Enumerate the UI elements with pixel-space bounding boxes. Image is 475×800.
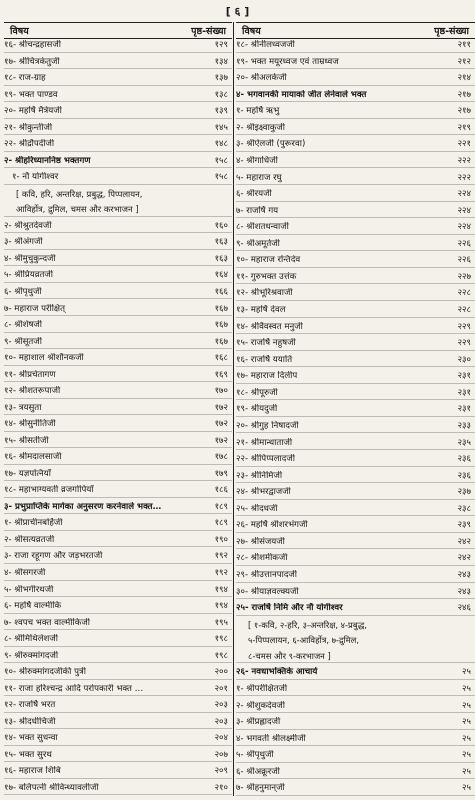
entry-page: २३१ bbox=[457, 387, 471, 398]
entry-page: १३४ bbox=[214, 56, 228, 67]
entry-title: २- श्रीइक्ष्वाकुजी bbox=[236, 122, 285, 133]
entry-page: २०९ bbox=[214, 766, 228, 777]
entry-page: २२४ bbox=[457, 189, 471, 200]
index-entry bbox=[236, 553, 475, 566]
entry-title: ३- प्रभुप्राप्तिके मार्गका अनुसरण करनेवाले भक्त… bbox=[4, 501, 162, 512]
entry-page: १६९ bbox=[214, 369, 228, 380]
entry-page: २५ bbox=[462, 766, 471, 777]
entry-page: १७० bbox=[214, 386, 228, 397]
entry-title: १०- महाशाल श्रीशौनकजी bbox=[4, 353, 84, 364]
index-entry bbox=[4, 783, 232, 796]
index-entry bbox=[4, 237, 232, 250]
entry-title: २- श्रीश्रुतदेवजी bbox=[4, 220, 52, 231]
index-entry bbox=[236, 222, 475, 235]
entry-title: ४- श्रीमुचुकुन्दजी bbox=[4, 253, 56, 264]
entry-page: १६७ bbox=[214, 303, 228, 314]
entry-title: २५- श्रीदधजी bbox=[236, 503, 278, 514]
entry-title: १- श्रीप्राचीनबर्हिजी bbox=[4, 518, 63, 529]
entry-page: १६० bbox=[214, 220, 228, 231]
index-entry bbox=[236, 322, 475, 335]
entry-title: ६- महर्षि वाल्मीकि bbox=[4, 601, 62, 612]
right-entry-list bbox=[236, 39, 475, 796]
entry-title: २३- श्रीनिमिजी bbox=[236, 470, 283, 481]
entry-page: २२६ bbox=[457, 255, 471, 266]
entry-page: १७२ bbox=[214, 419, 228, 430]
entry-page: १९२ bbox=[214, 568, 228, 578]
index-note bbox=[236, 620, 475, 632]
entry-title: ५- श्रीभगीरथजी bbox=[4, 584, 54, 595]
entry-page: २१७ bbox=[457, 106, 471, 117]
index-entry bbox=[4, 139, 232, 152]
entry-page: १६३ bbox=[214, 253, 228, 264]
index-entry bbox=[236, 73, 475, 86]
entry-page: २१४ bbox=[457, 73, 471, 84]
index-entry bbox=[4, 684, 232, 697]
entry-page: १७२ bbox=[214, 435, 228, 446]
index-entry bbox=[236, 189, 475, 202]
entry-page: १४८ bbox=[214, 139, 228, 150]
entry-title: ३०- श्रीयाज्ञवल्क्यजी bbox=[236, 586, 299, 597]
index-entry bbox=[236, 717, 475, 730]
entry-title: १७- श्रीचित्रकेतुजी bbox=[4, 56, 60, 67]
entry-title: १६- श्रीचन्द्रहासजी bbox=[4, 40, 61, 50]
index-entry bbox=[236, 173, 475, 186]
entry-title: ५- महाराज रघु bbox=[236, 172, 282, 183]
entry-page: २१० bbox=[214, 782, 228, 793]
index-entry bbox=[236, 355, 475, 368]
index-entry bbox=[236, 454, 475, 467]
index-entry bbox=[236, 537, 475, 550]
entry-page: १७९ bbox=[214, 468, 228, 479]
entry-page: २४३ bbox=[457, 586, 471, 597]
index-entry bbox=[4, 123, 232, 136]
entry-page: १७८ bbox=[214, 452, 228, 463]
index-entry bbox=[236, 421, 475, 434]
entry-page: २२९ bbox=[457, 321, 471, 332]
entry-title: ४- श्रीसगरजी bbox=[4, 568, 46, 578]
entry-title: ९- श्रीअमूर्तजी bbox=[236, 238, 280, 249]
index-entry bbox=[4, 485, 232, 498]
subject-heading: विषय bbox=[242, 26, 261, 37]
index-entry bbox=[236, 57, 475, 70]
entry-page: २४३ bbox=[457, 570, 471, 580]
entry-page: १८९ bbox=[214, 501, 228, 512]
entry-page: २१९ bbox=[457, 122, 471, 133]
entry-title: ५- श्रीपृथुजी bbox=[236, 750, 274, 761]
right-column bbox=[236, 22, 475, 796]
index-entry bbox=[236, 520, 475, 533]
entry-page: १६६ bbox=[214, 286, 228, 297]
entry-title: २०- श्रीअलर्कजी bbox=[236, 73, 287, 84]
entry-title: २८- श्रीशमीकजी bbox=[236, 553, 288, 564]
entry-title: २६- महर्षि श्रीशरभंगजी bbox=[236, 520, 308, 531]
entry-title: १६- राजर्षि ययाति bbox=[236, 354, 293, 365]
entry-title: ६- श्रीरयजी bbox=[236, 189, 272, 200]
index-entry bbox=[236, 123, 475, 136]
entry-title: २४- श्रीभरद्वाजजी bbox=[236, 487, 291, 498]
index-entry bbox=[4, 766, 232, 779]
entry-title: ६- श्रीअक्रूरजी bbox=[236, 766, 280, 777]
entry-page: १९८ bbox=[214, 634, 228, 645]
index-entry bbox=[4, 172, 232, 185]
entry-page: १३७ bbox=[214, 73, 228, 84]
index-entry bbox=[4, 601, 232, 614]
index-entry bbox=[4, 90, 232, 103]
index-entry bbox=[236, 404, 475, 417]
index-entry bbox=[236, 106, 475, 119]
entry-title: १३- त्रयसुता bbox=[4, 402, 42, 413]
entry-title: ४- भगवती श्रीलक्ष्मीजी bbox=[236, 733, 306, 744]
entry-title: २९- श्रीउत्तानपादजी bbox=[236, 570, 297, 580]
entry-title: १९- भक्त पाण्डव bbox=[4, 89, 58, 100]
entry-title: १२- श्रीभूरिश्रवाजी bbox=[236, 288, 293, 299]
entry-page: १७२ bbox=[214, 402, 228, 413]
entry-title: १०- श्रीरुक्मांगदजीकी पुत्री bbox=[4, 667, 86, 678]
index-entry bbox=[236, 667, 475, 680]
entry-title: १४- श्रीसुनीतिजी bbox=[4, 419, 56, 430]
page-number: [ ६ ] bbox=[225, 5, 250, 18]
entry-page: १३९ bbox=[214, 106, 228, 117]
index-entry bbox=[4, 750, 232, 763]
index-entry bbox=[236, 338, 475, 351]
entry-page: २२८ bbox=[457, 305, 471, 315]
index-entry bbox=[4, 452, 232, 465]
index-entry bbox=[236, 603, 475, 616]
index-entry bbox=[4, 700, 232, 713]
entry-title: २२- श्रीपिप्पलादजी bbox=[236, 454, 295, 465]
entry-title: ७- राजर्षि गय bbox=[236, 205, 279, 216]
index-entry bbox=[236, 371, 475, 384]
entry-page: १६८ bbox=[214, 353, 228, 364]
entry-title: १९- श्रीयदुजी bbox=[236, 404, 278, 415]
index-entry bbox=[236, 701, 475, 714]
entry-page: २३९ bbox=[457, 520, 471, 531]
column-divider bbox=[233, 22, 234, 796]
entry-page: १६३ bbox=[214, 237, 228, 248]
entry-page: २३३ bbox=[457, 420, 471, 431]
entry-title: २- श्रीहरिध्याननिष्ठ भक्तगण bbox=[4, 155, 91, 166]
entry-page: २५ bbox=[462, 700, 471, 711]
entry-title: २- श्रीशुकदेवजी bbox=[236, 700, 285, 711]
entry-page: २५ bbox=[462, 733, 471, 744]
entry-page: २२१ bbox=[457, 139, 471, 150]
entry-page: १८६ bbox=[214, 485, 228, 496]
entry-page: १९५ bbox=[214, 617, 228, 628]
index-entry bbox=[4, 568, 232, 581]
index-entry bbox=[4, 221, 232, 234]
index-entry bbox=[4, 337, 232, 350]
entry-title: १९- भक्त मयूरध्वज एवं ताम्रध्वज bbox=[236, 56, 339, 67]
index-entry bbox=[4, 518, 232, 531]
entry-title: [ कवि, हरि, अन्तरिक्ष, प्रबुद्ध, पिप्पलायन, bbox=[16, 188, 143, 199]
entry-title: ४- श्रीगाधिजी bbox=[236, 155, 278, 166]
entry-page: २३६ bbox=[457, 470, 471, 481]
entry-title: १६- श्रीमदालसाजी bbox=[4, 452, 62, 463]
entry-page: १५८ bbox=[214, 155, 228, 166]
subject-heading: विषय bbox=[10, 26, 29, 37]
index-entry bbox=[236, 471, 475, 484]
entry-page: २३७ bbox=[457, 487, 471, 498]
entry-title: १८- श्रीनीलध्वजजी bbox=[236, 40, 295, 50]
entry-title: ४- भगवानकी मायाको जीत लेनेवाले भक्त bbox=[236, 89, 367, 100]
right-column-header bbox=[236, 22, 475, 39]
entry-title: ८-चमस और ९-करभाजन ] bbox=[248, 650, 331, 661]
index-entry bbox=[236, 305, 475, 318]
index-entry bbox=[236, 684, 475, 697]
entry-title: ६- श्रीपृथुजी bbox=[4, 286, 42, 297]
entry-title: १७- महाराज दिलीप bbox=[236, 371, 298, 382]
index-entry bbox=[4, 502, 232, 515]
index-note bbox=[4, 204, 232, 217]
entry-page: १९४ bbox=[214, 584, 228, 595]
entry-page: २०३ bbox=[214, 700, 228, 711]
entry-title: २१- श्रीकुन्तीजी bbox=[4, 122, 53, 133]
entry-page: १६७ bbox=[214, 320, 228, 331]
index-note bbox=[236, 651, 475, 664]
entry-title: १- श्रीपरीक्षितजी bbox=[236, 683, 288, 694]
entry-title: १०- महाराज रन्तिदेव bbox=[236, 255, 301, 266]
index-entry bbox=[4, 254, 232, 267]
entry-page: २२२ bbox=[457, 155, 471, 166]
index-entry bbox=[4, 469, 232, 482]
entry-page: २०७ bbox=[214, 749, 228, 760]
entry-page: १४५ bbox=[214, 122, 228, 133]
entry-title: ५-पिप्पलायन, ६-आविर्होत्र, ७-द्रुमिल, bbox=[248, 635, 359, 646]
entry-page: २४२ bbox=[457, 536, 471, 547]
entry-title: १५- राजर्षि नहुषजी bbox=[236, 338, 296, 349]
entry-page: २३८ bbox=[457, 503, 471, 514]
entry-page: २१७ bbox=[457, 89, 471, 100]
entry-page: २३० bbox=[457, 354, 471, 365]
entry-title: २६- नवधाभक्तिके आचार्य bbox=[236, 667, 318, 678]
entry-title: १४- भक्त सुधन्वा bbox=[4, 733, 58, 744]
index-entry bbox=[4, 106, 232, 119]
entry-page: २३६ bbox=[457, 454, 471, 465]
entry-title: १- नौ योगीश्वर bbox=[12, 172, 59, 183]
index-entry bbox=[4, 386, 232, 399]
entry-title: २१- श्रीमान्धाताजी bbox=[236, 437, 293, 448]
entry-title: ११- राजा हरिश्चन्द्र आदि परोपकारी भक्त … bbox=[4, 683, 144, 694]
entry-page: १९२ bbox=[214, 551, 228, 562]
entry-page: १८९ bbox=[214, 518, 228, 529]
entry-title: २०- महर्षि मैत्रेयजी bbox=[4, 106, 62, 117]
entry-title: ११- श्रीप्रचेतागण bbox=[4, 369, 56, 380]
index-entry bbox=[236, 750, 475, 763]
index-entry bbox=[4, 717, 232, 730]
index-entry bbox=[4, 40, 232, 53]
entry-page: २२९ bbox=[457, 338, 471, 349]
entry-title: ८- श्रीमिथिलेशजी bbox=[4, 634, 58, 645]
entry-page: २२४ bbox=[457, 222, 471, 233]
entry-page: २०० bbox=[214, 667, 228, 678]
entry-title: ११- गुरुभक्त उत्तंक bbox=[236, 271, 297, 282]
entry-page: २११ bbox=[457, 40, 471, 50]
index-entry bbox=[4, 353, 232, 366]
entry-page: २४६ bbox=[457, 603, 471, 614]
index-entry bbox=[236, 570, 475, 583]
entry-page: २२२ bbox=[457, 172, 471, 183]
entry-title: ३- राजा रहूगण और जड़भरतजी bbox=[4, 551, 103, 562]
entry-title: ७- श्वपच भक्त वाल्मीकिजी bbox=[4, 617, 90, 628]
entry-page: १६४ bbox=[214, 270, 228, 281]
entry-page: १९८ bbox=[214, 650, 228, 661]
index-entry bbox=[4, 535, 232, 548]
index-entry bbox=[4, 270, 232, 283]
entry-title: २५- राजर्षि निमि और नौ योगीश्वर bbox=[236, 603, 343, 614]
entry-title: २- श्रीसत्यव्रतजी bbox=[4, 534, 55, 545]
entry-page: १९४ bbox=[214, 601, 228, 612]
entry-title: ८- श्रीशतधन्वाजी bbox=[236, 222, 289, 233]
entry-page: २२६ bbox=[457, 238, 471, 249]
entry-title: १२- श्रीशतरूपाजी bbox=[4, 386, 61, 397]
entry-page: १५८ bbox=[214, 172, 228, 183]
entry-title: १६- महाराज शिबि bbox=[4, 766, 61, 777]
entry-title: १८- महाभाग्यवती व्रजगोपियाँ bbox=[4, 485, 94, 496]
entry-page: २०४ bbox=[214, 733, 228, 744]
entry-page: २५ bbox=[462, 750, 471, 761]
index-entry bbox=[236, 40, 475, 53]
entry-page: २४२ bbox=[457, 553, 471, 564]
entry-title: ३- श्रीअंगजी bbox=[4, 237, 43, 248]
index-entry bbox=[4, 370, 232, 383]
entry-title: ९- श्रीसूतजी bbox=[4, 336, 42, 347]
entry-page: २०१ bbox=[214, 683, 228, 694]
left-column-header bbox=[4, 22, 232, 39]
index-entry bbox=[4, 156, 232, 169]
entry-title: १८- राज-ग्राह bbox=[4, 73, 46, 84]
entry-title: १७- बलिपत्नी श्रीविन्ध्यावलीजी bbox=[4, 782, 99, 793]
index-entry bbox=[236, 239, 475, 252]
entry-title: १३- श्रीदधीचिजी bbox=[4, 716, 56, 727]
entry-title: ७- श्रीहनुमान्‌जी bbox=[236, 783, 285, 794]
index-note bbox=[236, 635, 475, 647]
index-entry bbox=[236, 272, 475, 285]
index-entry bbox=[236, 206, 475, 219]
index-entry bbox=[236, 255, 475, 268]
index-entry bbox=[236, 767, 475, 780]
index-entry bbox=[4, 551, 232, 564]
page-heading: पृष्ठ-संख्या bbox=[191, 26, 226, 37]
entry-page: २३१ bbox=[457, 404, 471, 415]
entry-title: ७- महाराज परीक्षित् bbox=[4, 303, 65, 314]
index-entry bbox=[236, 388, 475, 401]
entry-page: २१२ bbox=[457, 56, 471, 67]
entry-page: २०३ bbox=[214, 716, 228, 727]
entry-title: ३- श्रीऐलजी (पुरूरवा) bbox=[236, 139, 306, 150]
index-entry bbox=[4, 304, 232, 317]
index-entry bbox=[4, 287, 232, 300]
index-entry bbox=[236, 438, 475, 451]
entry-title: १५- श्रीसतीजी bbox=[4, 435, 49, 446]
entry-page: २५ bbox=[462, 667, 471, 678]
index-entry bbox=[4, 585, 232, 598]
index-entry bbox=[236, 734, 475, 747]
entry-title: २०- श्रीगुह निषादजी bbox=[236, 420, 299, 431]
left-column bbox=[4, 22, 232, 796]
entry-title: १- महर्षि ऋभु bbox=[236, 106, 280, 117]
index-entry bbox=[236, 504, 475, 517]
entry-page: २३५ bbox=[457, 437, 471, 448]
entry-page: २२८ bbox=[457, 288, 471, 299]
entry-title: १३- महर्षि देवल bbox=[236, 305, 286, 315]
index-entry bbox=[4, 320, 232, 333]
entry-title: आविर्होत्र, द्रुमिल, चमस और करभाजन ] bbox=[16, 204, 139, 215]
entry-page: २५ bbox=[462, 683, 471, 694]
index-entry bbox=[4, 436, 232, 449]
entry-page: १३८ bbox=[214, 89, 228, 100]
entry-page: १२९ bbox=[214, 40, 228, 50]
entry-page: २५ bbox=[462, 717, 471, 728]
index-note bbox=[4, 189, 232, 201]
entry-page: १६७ bbox=[214, 336, 228, 347]
entry-title: २७- श्रीसंजयजी bbox=[236, 536, 285, 547]
index-entry bbox=[4, 634, 232, 647]
entry-page: १९० bbox=[214, 534, 228, 545]
entry-title: ८- श्रीशेषजी bbox=[4, 320, 43, 331]
entry-title: ५- श्रीप्रियव्रतजी bbox=[4, 270, 53, 281]
entry-title: ९- श्रीरुक्मांगदजी bbox=[4, 650, 59, 661]
entry-title: [ १-कवि, २-हरि, ३-अन्तरिक्ष, ४-प्रबुद्ध, bbox=[248, 619, 367, 630]
left-entry-list bbox=[4, 39, 232, 796]
entry-title: २२- श्रीद्रौपदीजी bbox=[4, 139, 55, 150]
entry-title: १४- श्रीवैवस्वत मनुजी bbox=[236, 321, 303, 332]
entry-title: १२- राजर्षि भरत bbox=[4, 700, 56, 711]
entry-page: २५ bbox=[462, 783, 471, 794]
index-entry bbox=[236, 783, 475, 796]
index-entry bbox=[236, 90, 475, 103]
entry-title: १५- भक्त सुरथ bbox=[4, 749, 52, 760]
index-entry bbox=[236, 587, 475, 600]
entry-page: २३१ bbox=[457, 371, 471, 382]
index-entry bbox=[4, 618, 232, 631]
index-entry bbox=[236, 156, 475, 169]
index-entry bbox=[4, 57, 232, 70]
index-entry bbox=[4, 419, 232, 432]
entry-title: १८- श्रीपूरुजी bbox=[236, 387, 278, 398]
index-entry bbox=[236, 139, 475, 152]
index-entry bbox=[4, 403, 232, 416]
entry-title: ३- श्रीप्रह्लादजी bbox=[236, 717, 281, 728]
index-entry bbox=[4, 651, 232, 664]
entry-page: २२७ bbox=[457, 271, 471, 282]
page-heading: पृष्ठ-संख्या bbox=[434, 26, 469, 37]
index-entry bbox=[4, 73, 232, 86]
index-entry bbox=[236, 487, 475, 500]
index-entry bbox=[4, 667, 232, 680]
index-entry bbox=[236, 288, 475, 301]
entry-title: १७- यज्ञपत्नियाँ bbox=[4, 468, 51, 479]
index-entry bbox=[4, 733, 232, 746]
entry-page: २२४ bbox=[457, 205, 471, 216]
